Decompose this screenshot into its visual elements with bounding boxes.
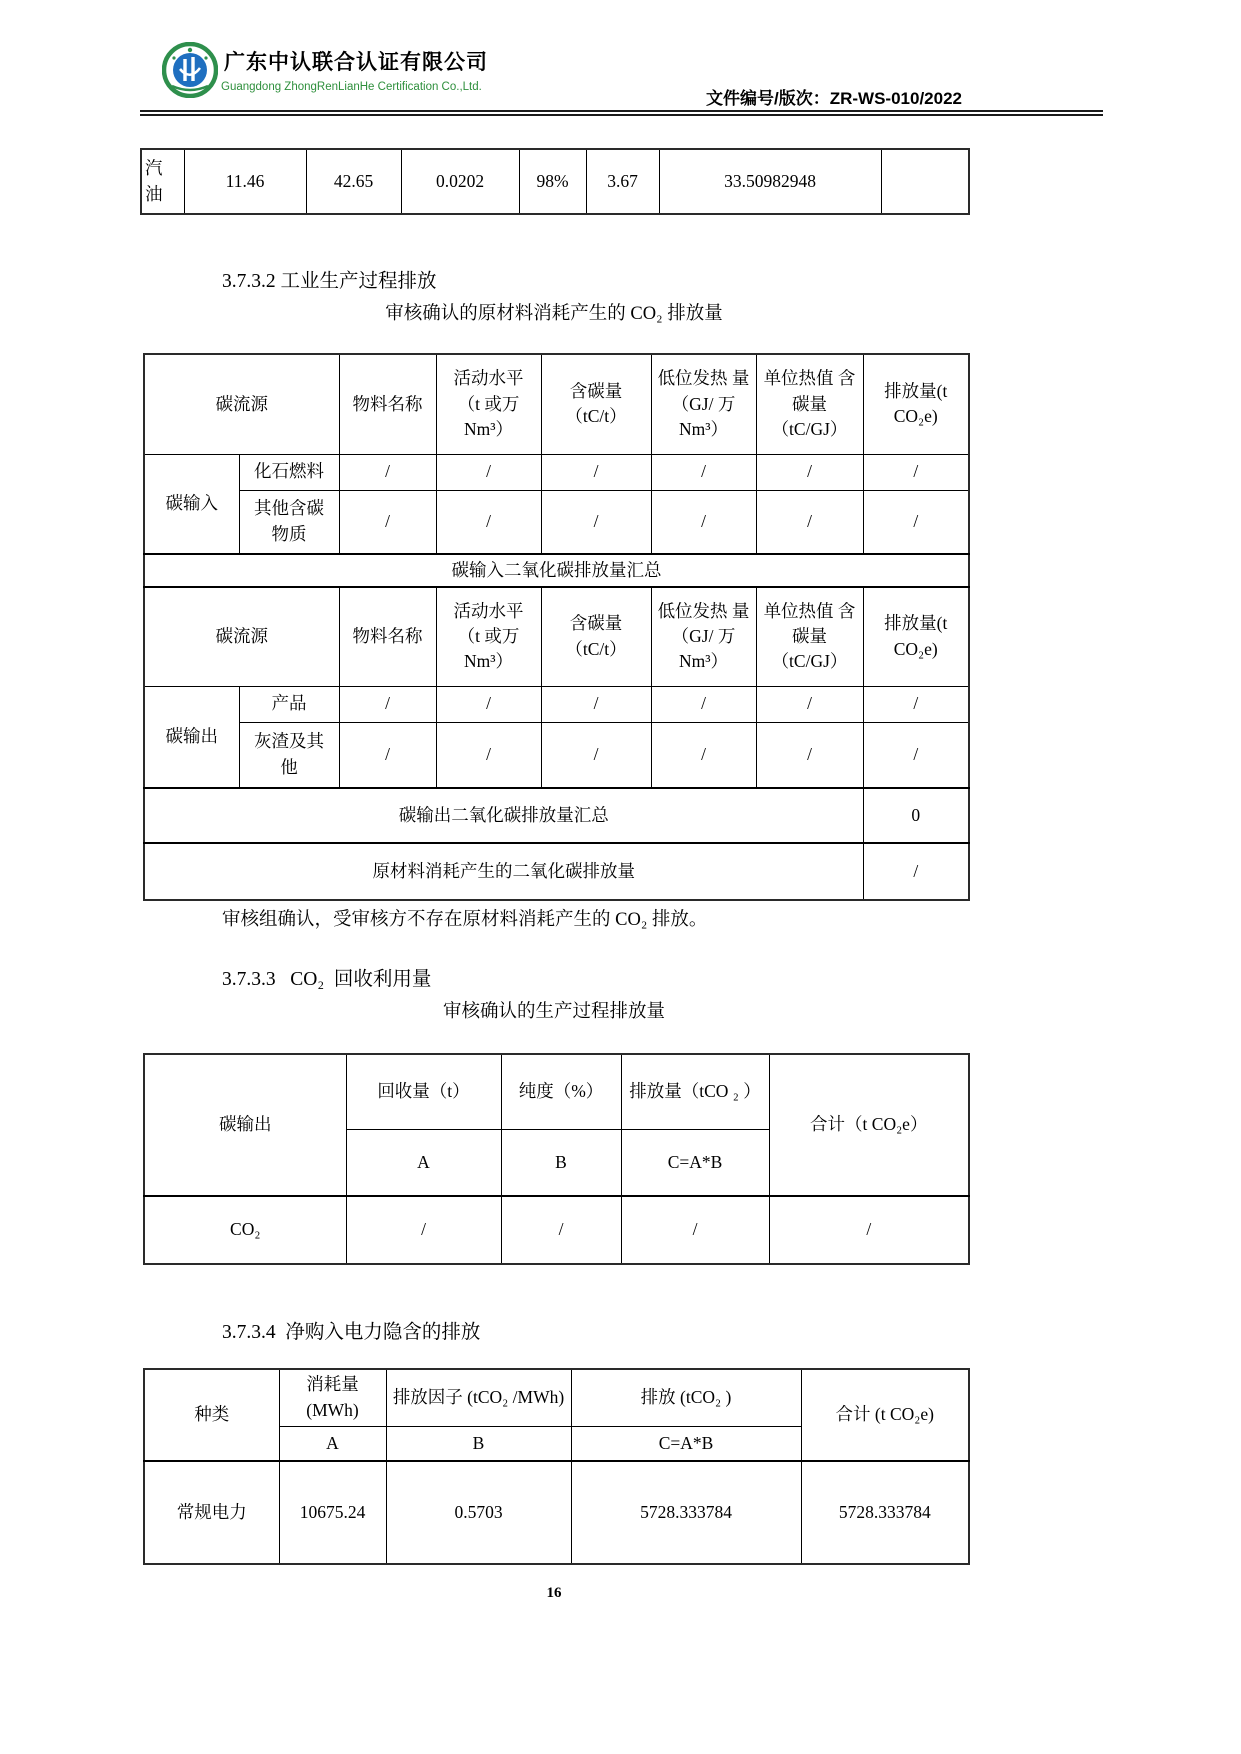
fuel-value-cell: 11.46: [184, 149, 306, 214]
fuel-value-cell: 33.50982948: [659, 149, 881, 214]
company-logo-icon: [162, 42, 218, 103]
output-summary-cell: 碳输出二氧化碳排放量汇总: [144, 788, 863, 843]
fuel-value-cell: 3.67: [586, 149, 659, 214]
subheader-a-cell: A: [279, 1426, 386, 1461]
value-cell: /: [501, 1196, 621, 1264]
subheader-b-cell: B: [501, 1129, 621, 1196]
row-label-cell: 灰渣及其 他: [239, 722, 339, 788]
fuel-value-cell: [881, 149, 969, 214]
section-3733-subtitle: 审核确认的生产过程排放量: [442, 1002, 665, 1022]
subheader-b-cell: B: [386, 1426, 571, 1461]
table-row: [144, 686, 969, 722]
row-label-cell: CO₂: [144, 1196, 346, 1264]
material-total-value-cell: /: [863, 843, 969, 900]
row-label-cell: 其他含碳 物质: [239, 490, 339, 554]
table-header-row: [144, 354, 969, 454]
table-row: [144, 1196, 969, 1264]
value-cell: /: [436, 722, 541, 788]
header-output-cell: 碳输出: [144, 1054, 346, 1196]
material-total-row: [144, 843, 969, 900]
header-purity-cell: 纯度（%）: [501, 1054, 621, 1129]
value-cell: /: [339, 686, 436, 722]
value-cell: /: [651, 454, 756, 490]
output-summary-value-cell: 0: [863, 788, 969, 843]
section-3732-subtitle: 审核确认的原材料消耗产生的 CO₂ 排放量: [385, 304, 723, 324]
header-emission-cell: 排放量（tCO ₂ ）: [621, 1054, 769, 1129]
value-cell: /: [339, 454, 436, 490]
value-cell: 10675.24: [279, 1461, 386, 1564]
table-row: [144, 722, 969, 788]
header-total-cell: 合计（t CO₂e）: [769, 1054, 969, 1196]
value-cell: /: [541, 454, 651, 490]
table-header-row: [144, 587, 969, 686]
doc-number: 文件编号/版次：ZR-WS-010/2022: [706, 89, 962, 108]
header-heat-cell: 低位发热 量（GJ/ 万 Nm³）: [651, 354, 756, 454]
company-name-en: Guangdong ZhongRenLianHe Certification Co.,Ltd.: [221, 81, 482, 93]
value-cell: /: [621, 1196, 769, 1264]
row-label-cell: 产品: [239, 686, 339, 722]
value-cell: 5728.333784: [801, 1461, 969, 1564]
header-type-cell: 种类: [144, 1369, 279, 1461]
header-unitheat-cell: 单位热值 含碳量 （tC/GJ）: [756, 587, 863, 686]
row-label-cell: 化石燃料: [239, 454, 339, 490]
material-total-cell: 原材料消耗产生的二氧化碳排放量: [144, 843, 863, 900]
header-activity-cell: 活动水平 （t 或万 Nm³）: [436, 587, 541, 686]
value-cell: 0.5703: [386, 1461, 571, 1564]
subheader-c-cell: C=A*B: [621, 1129, 769, 1196]
table-row: [144, 454, 969, 490]
audit-confirmation-note: 审核组确认，受审核方不存在原材料消耗产生的 CO₂ 排放。: [222, 910, 708, 930]
value-cell: /: [436, 454, 541, 490]
input-summary-cell: 碳输入二氧化碳排放量汇总: [144, 554, 969, 587]
value-cell: /: [339, 490, 436, 554]
value-cell: /: [756, 686, 863, 722]
section-3734-heading: 3.7.3.4 净购入电力隐含的排放: [222, 1322, 481, 1343]
header-consumption-cell: 消耗量 (MWh): [279, 1369, 386, 1426]
value-cell: /: [541, 722, 651, 788]
input-summary-row: [144, 554, 969, 587]
value-cell: /: [863, 454, 969, 490]
value-cell: /: [651, 686, 756, 722]
header-recovery-cell: 回收量（t）: [346, 1054, 501, 1129]
fuel-value-cell: 0.0202: [401, 149, 519, 214]
header-factor-cell: 排放因子 (tCO₂ /MWh): [386, 1369, 571, 1426]
value-cell: /: [769, 1196, 969, 1264]
header-unitheat-cell: 单位热值 含碳量 （tC/GJ）: [756, 354, 863, 454]
section-3733-heading: 3.7.3.3 CO₂ 回收利用量: [222, 969, 432, 990]
header-emission-cell: 排放 (tCO₂ ): [571, 1369, 801, 1426]
value-cell: 5728.333784: [571, 1461, 801, 1564]
row-label-cell: 常规电力: [144, 1461, 279, 1564]
page-number: 16: [546, 1585, 562, 1601]
value-cell: /: [541, 490, 651, 554]
fuel-value-cell: 42.65: [306, 149, 401, 214]
fuel-table-row: [141, 149, 969, 214]
raw-material-emission-table: [143, 353, 968, 901]
table-row: [144, 1461, 969, 1564]
section-3732-heading: 3.7.3.2 工业生产过程排放: [222, 271, 437, 292]
fuel-name-cell: 汽油: [141, 149, 184, 214]
company-name-cn: 广东中认联合认证有限公司: [224, 51, 488, 74]
header-activity-cell: 活动水平 （t 或万 Nm³）: [436, 354, 541, 454]
fuel-value-cell: 98%: [519, 149, 586, 214]
header-emission-cell: 排放量(t CO₂e): [863, 354, 969, 454]
header-material-cell: 物料名称: [339, 587, 436, 686]
subheader-c-cell: C=A*B: [571, 1426, 801, 1461]
header-carbon-cell: 含碳量 （tC/t）: [541, 587, 651, 686]
subheader-a-cell: A: [346, 1129, 501, 1196]
co2-recovery-table: [143, 1053, 968, 1265]
value-cell: /: [346, 1196, 501, 1264]
table-header-row: [144, 1369, 969, 1426]
header-source-cell: 碳流源: [144, 354, 339, 454]
output-summary-row: [144, 788, 969, 843]
input-label-cell: 碳输入: [144, 454, 239, 554]
header-heat-cell: 低位发热 量（GJ/ 万 Nm³）: [651, 587, 756, 686]
fuel-table: [140, 148, 968, 215]
table-row: [144, 490, 969, 554]
value-cell: /: [436, 686, 541, 722]
header-carbon-cell: 含碳量 （tC/t）: [541, 354, 651, 454]
header-emission-cell: 排放量(t CO₂e): [863, 587, 969, 686]
table-header-row: [144, 1054, 969, 1129]
value-cell: /: [651, 490, 756, 554]
header-source-cell: 碳流源: [144, 587, 339, 686]
output-label-cell: 碳输出: [144, 686, 239, 788]
header-rule: [140, 110, 1103, 116]
electricity-emission-table: [143, 1368, 968, 1565]
value-cell: /: [651, 722, 756, 788]
value-cell: /: [863, 686, 969, 722]
value-cell: /: [756, 490, 863, 554]
value-cell: /: [756, 454, 863, 490]
value-cell: /: [339, 722, 436, 788]
value-cell: /: [863, 490, 969, 554]
header-material-cell: 物料名称: [339, 354, 436, 454]
value-cell: /: [756, 722, 863, 788]
value-cell: /: [863, 722, 969, 788]
value-cell: /: [541, 686, 651, 722]
header-total-cell: 合计 (t CO₂e): [801, 1369, 969, 1461]
value-cell: /: [436, 490, 541, 554]
